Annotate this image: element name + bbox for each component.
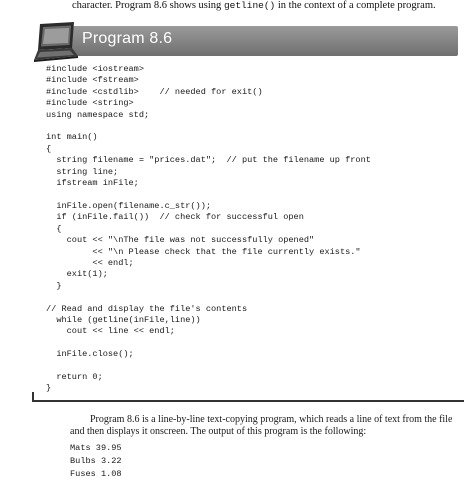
code-line: cout << line << endl; — [46, 326, 175, 337]
code-line: #include <string> — [46, 98, 134, 109]
code-line: #include <cstdlib> // needed for exit() — [46, 86, 263, 97]
code-line: << "\n Please check that the file currently exists." — [46, 246, 361, 257]
output-line: Mats 39.95 — [70, 443, 122, 453]
listing-divider — [32, 400, 464, 402]
intro-suffix: in the context of a complete program. — [275, 0, 436, 11]
code-line: if (inFile.fail()) // check for successful open — [46, 212, 304, 223]
code-listing — [46, 64, 466, 395]
code-line: } — [46, 280, 62, 291]
code-line: string filename = "prices.dat"; // put the filename up front — [46, 155, 371, 166]
code-line: ifstream inFile; — [46, 178, 139, 189]
output-line: Bulbs 3.22 — [70, 455, 122, 466]
body-paragraph — [70, 414, 466, 438]
intro-code: getline() — [223, 0, 276, 11]
code-line: using namespace std; — [46, 109, 150, 120]
code-line: } — [46, 383, 52, 394]
program-title: Program 8.6 — [82, 30, 173, 47]
program-output — [70, 442, 122, 480]
code-line: inFile.close(); — [46, 349, 134, 360]
code-line: // Read and display the file's contents — [46, 303, 248, 314]
code-line: #include <iostream> — [46, 64, 144, 74]
intro-prefix: character. Program 8.6 shows using — [72, 0, 224, 11]
code-line: exit(1); — [46, 269, 108, 280]
paragraph-line-2: and then displays it onscreen. The output of this program is the following: — [70, 426, 367, 437]
code-line: #include <fstream> — [46, 75, 139, 86]
code-line: { — [46, 223, 62, 234]
paragraph-line-1: Program 8.6 is a line-by-line text-copying program, which reads a line of text from the file — [90, 414, 453, 425]
intro-text — [72, 0, 472, 12]
code-line: while (getline(inFile,line)) — [46, 314, 201, 325]
code-line: << endl; — [46, 257, 134, 268]
laptop-icon — [30, 20, 80, 64]
code-line: return 0; — [46, 371, 103, 382]
code-line: inFile.open(filename.c_str()); — [46, 200, 212, 211]
output-line: Fuses 1.08 — [70, 468, 122, 479]
code-line: cout << "\nThe file was not successfully opened" — [46, 235, 315, 246]
code-line: int main() — [46, 132, 98, 143]
code-line: { — [46, 143, 52, 154]
code-line: string line; — [46, 166, 119, 177]
